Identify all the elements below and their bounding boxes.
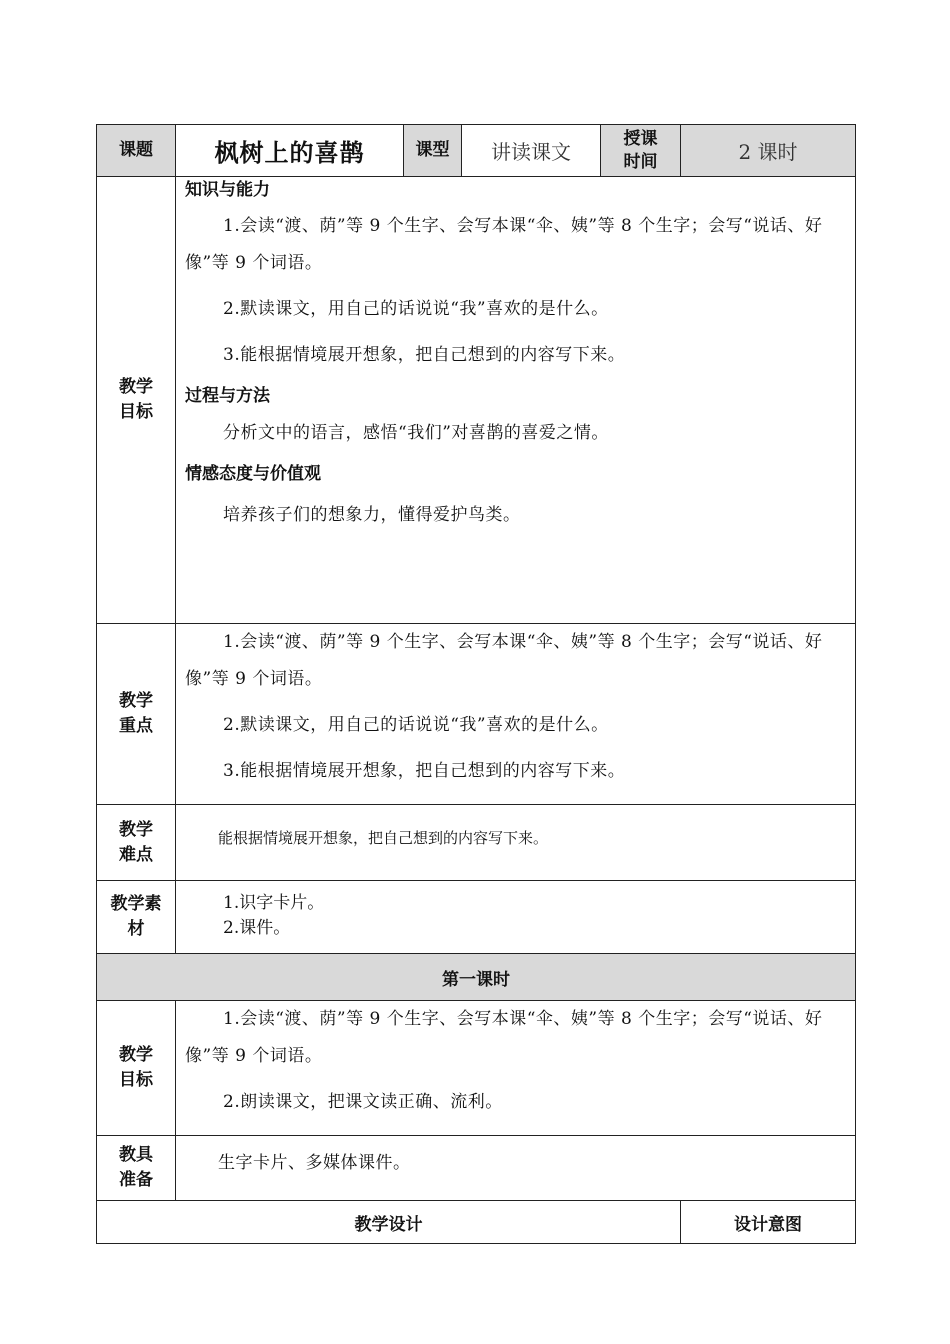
key-point-item: 2.默读课文，用自己的话说说“我”喜欢的是什么。 <box>223 715 609 735</box>
key-point-item: 3.能根据情境展开想象，把自己想到的内容写下来。 <box>223 761 626 781</box>
topic-label: 课题 <box>97 125 176 177</box>
lesson1-title-row <box>97 954 856 1001</box>
key-point-item: 1.会读“渡、荫”等 9 个生字、会写本课“伞、姨”等 8 个生字；会写“说话、好像”等 9 个词语。 <box>185 632 823 689</box>
key-points-content <box>176 624 856 805</box>
objective-item: 2.默读课文，用自己的话说说“我”喜欢的是什么。 <box>223 299 609 319</box>
lesson1-design-row <box>97 1201 856 1244</box>
materials-content <box>176 881 856 954</box>
type-value: 讲读课文 <box>462 125 601 177</box>
lesson1-objectives-row <box>97 1001 856 1136</box>
intent-label: 设计意图 <box>681 1201 856 1244</box>
header-row <box>97 125 856 177</box>
materials-row <box>97 881 856 954</box>
lesson1-tools-row <box>97 1136 856 1201</box>
section-title: 过程与方法 <box>185 386 270 406</box>
difficulty-text: 能根据情境展开想象，把自己想到的内容写下来。 <box>218 829 549 847</box>
objective-item: 3.能根据情境展开想象，把自己想到的内容写下来。 <box>223 345 626 365</box>
lesson-plan-table <box>96 124 856 1244</box>
type-label: 课型 <box>404 125 462 177</box>
objective-item: 分析文中的语言，感悟“我们”对喜鹊的喜爱之情。 <box>223 423 609 443</box>
lesson1-objective-item: 1.会读“渡、荫”等 9 个生字、会写本课“伞、姨”等 8 个生字；会写“说话、好像”等 9 个词语。 <box>185 1009 823 1066</box>
objective-item: 培养孩子们的想象力，懂得爱护鸟类。 <box>223 505 521 525</box>
difficulties-row <box>97 805 856 881</box>
objectives-row <box>97 177 856 624</box>
lesson1-tools-text: 生字卡片、多媒体课件。 <box>218 1153 411 1173</box>
objective-item: 1.会读“渡、荫”等 9 个生字、会写本课“伞、姨”等 8 个生字；会写“说话、好像”等 9 个词语。 <box>185 216 823 273</box>
key-points-label: 教学重点 <box>97 624 176 805</box>
lesson1-title: 第一课时 <box>97 954 856 1001</box>
difficulties-label: 教学难点 <box>97 805 176 881</box>
objectives-label: 教学目标 <box>97 177 176 624</box>
difficulties-content <box>176 805 856 881</box>
design-label: 教学设计 <box>97 1201 681 1244</box>
topic-value: 枫树上的喜鹊 <box>176 125 404 177</box>
materials-label: 教学素材 <box>97 881 176 954</box>
key-points-row <box>97 624 856 805</box>
time-value: 2 课时 <box>681 125 856 177</box>
lesson1-tools-label: 教具准备 <box>97 1136 176 1201</box>
lesson1-objectives-content <box>176 1001 856 1136</box>
section-title: 情感态度与价值观 <box>185 464 321 484</box>
objectives-content <box>176 177 856 624</box>
lesson1-tools-content <box>176 1136 856 1201</box>
material-item: 1.识字卡片。 <box>223 893 325 913</box>
time-label: 授课时间 <box>601 125 681 177</box>
lesson1-objectives-label: 教学目标 <box>97 1001 176 1136</box>
material-item: 2.课件。 <box>223 918 291 938</box>
section-title: 知识与能力 <box>185 180 270 200</box>
lesson1-objective-item: 2.朗读课文，把课文读正确、流利。 <box>223 1092 503 1112</box>
